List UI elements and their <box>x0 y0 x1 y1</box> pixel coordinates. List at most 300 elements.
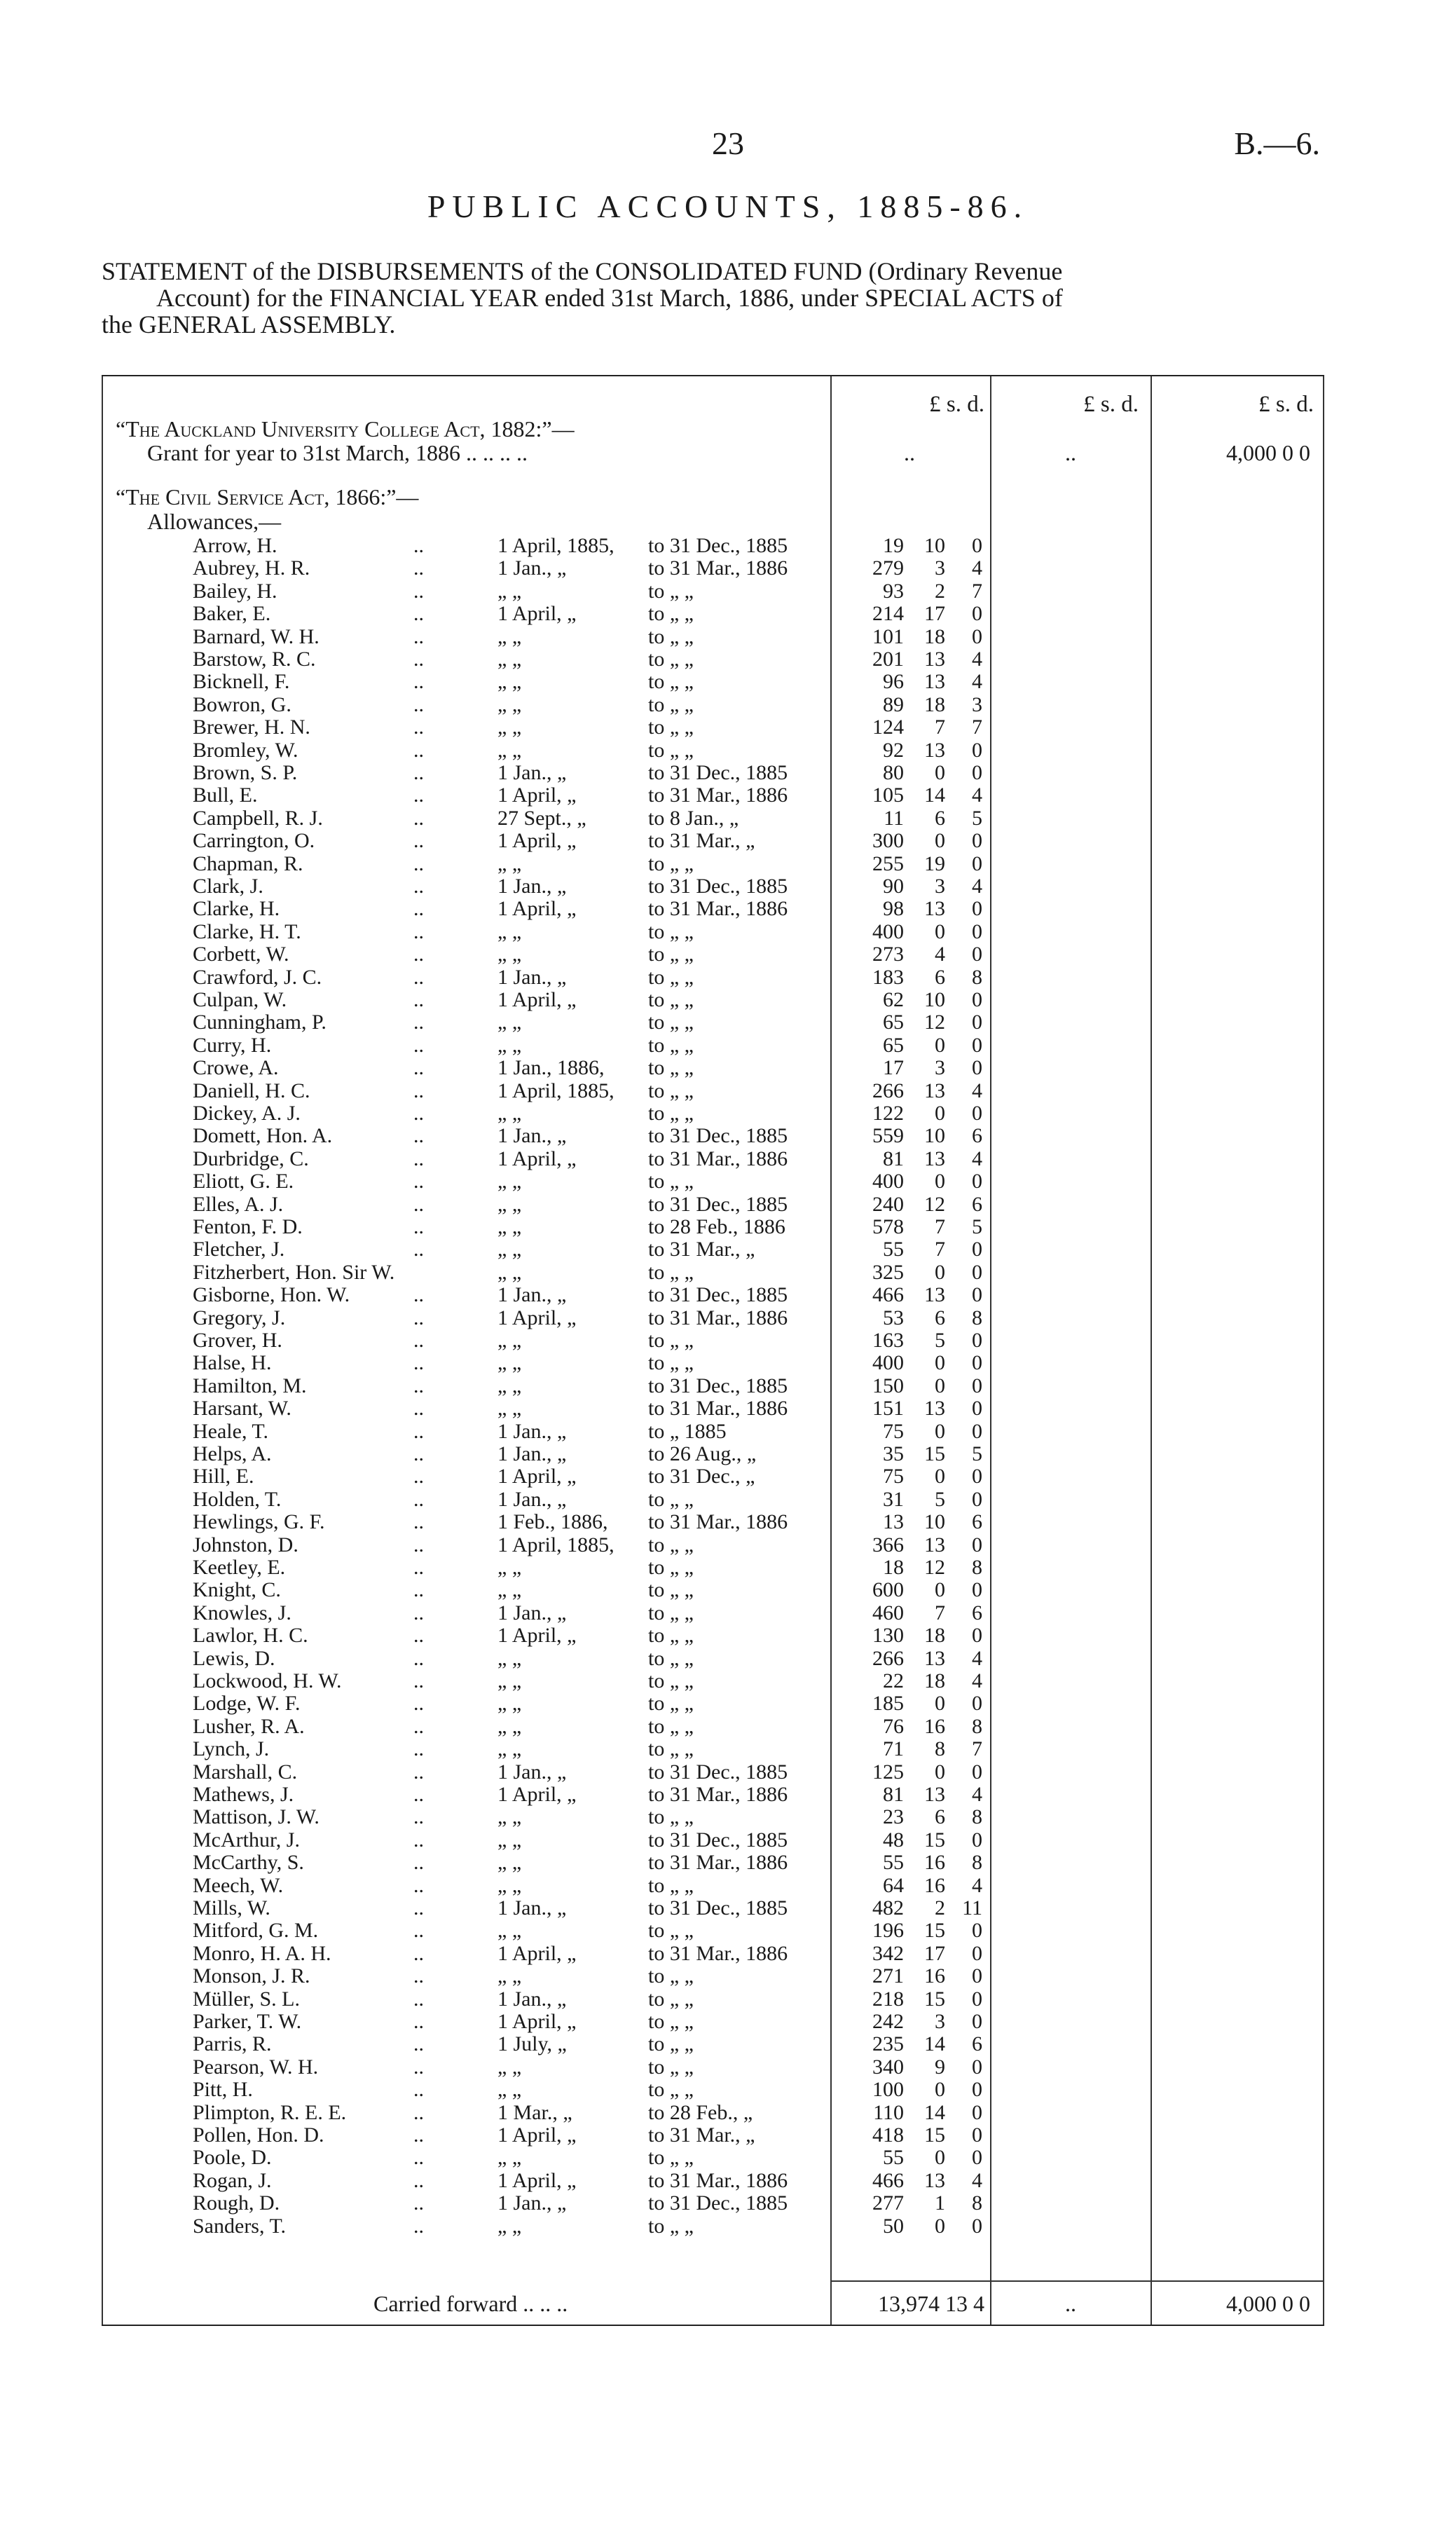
table-row <box>102 671 1324 692</box>
period-from: „ „ <box>497 1102 522 1125</box>
amount-pence: 0 <box>972 1056 982 1080</box>
payee-name: Aubrey, H. R. <box>193 556 310 580</box>
payee-name: Pitt, H. <box>193 2078 253 2102</box>
payee-name: Barnard, W. H. <box>193 624 320 648</box>
amount-pounds: 366 <box>872 1533 904 1556</box>
table-row <box>102 1920 1324 1941</box>
period-to: to „ „ <box>648 1669 694 1692</box>
table-row <box>102 919 1324 943</box>
period-from: „ „ <box>497 692 522 716</box>
amount-shillings: 15 <box>924 1919 945 1943</box>
amount-pounds: 71 <box>883 1737 904 1761</box>
amount-pence: 4 <box>972 1147 982 1170</box>
period-to: to „ „ <box>648 1260 694 1284</box>
leader-dots: .. <box>413 1896 424 1919</box>
period-to: to 31 Dec., 1885 <box>648 1192 788 1216</box>
period-to: to „ „ <box>648 738 694 762</box>
table-row <box>102 1330 1324 1351</box>
payee-name: Corbett, W. <box>193 943 289 966</box>
period-from: 1 Jan., „ <box>497 1442 567 1465</box>
amount-shillings: 0 <box>935 1692 945 1716</box>
leader-dots: .. <box>413 692 424 716</box>
amount-pounds: 342 <box>872 1941 904 1965</box>
period-from: „ „ <box>497 2214 522 2238</box>
amount-pounds: 80 <box>883 761 904 784</box>
payee-name: Fenton, F. D. <box>193 1215 303 1238</box>
amount-pounds: 90 <box>883 875 904 898</box>
amount-pence: 4 <box>972 670 982 694</box>
amount-shillings: 12 <box>924 1192 945 1216</box>
amount-shillings: 19 <box>924 851 945 875</box>
period-from: „ „ <box>497 851 522 875</box>
amount-shillings: 18 <box>924 624 945 648</box>
leader-dots: .. <box>413 670 424 694</box>
table-row <box>102 624 1324 648</box>
statement-line-3: the GENERAL ASSEMBLY. <box>102 310 396 338</box>
table-row <box>102 990 1324 1011</box>
payee-name: Hill, E. <box>193 1465 254 1489</box>
payee-name: Harsant, W. <box>193 1397 291 1421</box>
period-to: to 31 Mar., 1886 <box>648 1851 788 1875</box>
amount-pence: 0 <box>972 1102 982 1125</box>
period-from: 1 April, 1885, <box>497 534 614 557</box>
amount-shillings: 10 <box>924 534 945 557</box>
payee-name: Crawford, J. C. <box>193 965 322 989</box>
period-to: to „ „ <box>648 2032 694 2056</box>
period-to: to „ „ <box>648 1987 694 2011</box>
payee-name: Brewer, H. N. <box>193 716 310 739</box>
table-row <box>102 1830 1324 1851</box>
page-number: 23 <box>712 125 744 161</box>
allowances-row <box>102 511 1324 532</box>
period-to: to „ „ <box>648 1873 694 1897</box>
amount-pounds: 50 <box>883 2214 904 2238</box>
leader-dots: .. <box>413 1079 424 1102</box>
amount-pence: 0 <box>972 624 982 648</box>
amount-pounds: 81 <box>883 1147 904 1170</box>
payee-name: Arrow, H. <box>193 534 277 557</box>
amount-pounds: 48 <box>883 1828 904 1852</box>
period-from: 1 Jan., „ <box>497 965 567 989</box>
payee-name: Bull, E. <box>193 783 258 807</box>
period-from: „ „ <box>497 2078 522 2102</box>
amount-pence: 0 <box>972 2123 982 2147</box>
amount-pounds: 400 <box>872 1170 904 1193</box>
totals-rule <box>830 2280 1324 2282</box>
period-to: to „ „ <box>648 648 694 671</box>
amount-pounds: 130 <box>872 1624 904 1648</box>
amount-pence: 4 <box>972 783 982 807</box>
leader-dots: .. <box>413 1170 424 1193</box>
amount-pence: 0 <box>972 534 982 557</box>
amount-pounds: 300 <box>872 829 904 853</box>
payee-name: Knight, C. <box>193 1578 281 1602</box>
amount-pounds: 277 <box>872 2191 904 2215</box>
period-to: to „ „ <box>648 1487 694 1511</box>
leader-dots: .. <box>413 1692 424 1716</box>
leader-dots: .. <box>413 1987 424 2011</box>
auckland-act-title: “The Auckland University College Act, 1882:”— <box>116 416 575 442</box>
amount-pounds: 273 <box>872 943 904 966</box>
payee-name: Lawlor, H. C. <box>193 1624 308 1648</box>
period-from: 1 July, „ <box>497 2032 567 2056</box>
period-from: 1 Jan., „ <box>497 2191 567 2215</box>
table-row <box>102 1081 1324 1102</box>
payee-name: Plimpton, R. E. E. <box>193 2100 347 2124</box>
amount-pounds: 76 <box>883 1714 904 1738</box>
period-to: to 31 Mar., „ <box>648 1238 755 1261</box>
amount-pence: 8 <box>972 1851 982 1875</box>
amount-pence: 4 <box>972 1646 982 1670</box>
leader-dots: .. <box>413 1760 424 1784</box>
amount-shillings: 15 <box>924 1828 945 1852</box>
payee-name: Mills, W. <box>193 1896 270 1919</box>
amount-pounds: 242 <box>872 2010 904 2033</box>
period-from: „ „ <box>497 1329 522 1352</box>
table-row <box>102 1852 1324 1873</box>
period-to: to „ „ <box>648 1714 694 1738</box>
amount-shillings: 17 <box>924 602 945 626</box>
col2-header: £ s. d. <box>1083 392 1139 417</box>
amount-pence: 0 <box>972 829 982 853</box>
amount-pence: 0 <box>972 602 982 626</box>
amount-shillings: 5 <box>935 1487 945 1511</box>
carried-forward-label: Carried forward .. .. .. <box>373 2291 568 2316</box>
table-row <box>102 1308 1324 1329</box>
amount-shillings: 15 <box>924 1987 945 2011</box>
table-row <box>102 808 1324 829</box>
amount-shillings: 7 <box>935 1238 945 1261</box>
period-from: „ „ <box>497 1170 522 1193</box>
amount-shillings: 18 <box>924 1624 945 1648</box>
period-to: to „ „ <box>648 1102 694 1125</box>
period-from: „ „ <box>497 648 522 671</box>
leader-dots: .. <box>413 1646 424 1670</box>
carried-forward-col3: 4,000 0 0 <box>1226 2291 1310 2316</box>
table-row <box>102 1285 1324 1306</box>
period-to: to „ „ <box>648 2214 694 2238</box>
leader-dots: .. <box>413 965 424 989</box>
payee-name: Helps, A. <box>193 1442 272 1465</box>
payee-name: Daniell, H. C. <box>193 1079 310 1102</box>
payee-name: Meech, W. <box>193 1873 284 1897</box>
table-row <box>102 2193 1324 2214</box>
leader-dots: .. <box>413 1941 424 1965</box>
amount-shillings: 3 <box>935 2010 945 2033</box>
period-to: to 31 Mar., 1886 <box>648 1397 788 1421</box>
payee-name: Fitzherbert, Hon. Sir W. <box>193 1260 395 1284</box>
payee-name: Rogan, J. <box>193 2168 272 2192</box>
leader-dots: .. <box>413 556 424 580</box>
table-row <box>102 1739 1324 1760</box>
period-from: 1 April, „ <box>497 829 577 853</box>
amount-pounds: 196 <box>872 1919 904 1943</box>
amount-pounds: 101 <box>872 624 904 648</box>
amount-pounds: 55 <box>883 1851 904 1875</box>
amount-shillings: 15 <box>924 2123 945 2147</box>
leader-dots: .. <box>413 2055 424 2079</box>
period-from: 1 Feb., 1886, <box>497 1510 608 1534</box>
civil-service-act-title-row <box>102 486 1324 507</box>
period-from: „ „ <box>497 1556 522 1579</box>
payee-name: Lewis, D. <box>193 1646 275 1670</box>
amount-pounds: 13 <box>883 1510 904 1534</box>
period-from: 1 April, „ <box>497 988 577 1011</box>
period-to: to „ „ <box>648 2010 694 2033</box>
amount-pounds: 53 <box>883 1306 904 1329</box>
leader-dots: .. <box>413 624 424 648</box>
amount-pounds: 214 <box>872 602 904 626</box>
amount-pence: 0 <box>972 1919 982 1943</box>
table-row <box>102 535 1324 556</box>
payee-name: Brown, S. P. <box>193 761 298 784</box>
payee-name: Clarke, H. <box>193 897 280 921</box>
leader-dots: .. <box>413 1419 424 1443</box>
table-row <box>102 2057 1324 2078</box>
period-to: to „ „ <box>648 1578 694 1602</box>
amount-shillings: 8 <box>935 1737 945 1761</box>
period-to: to „ „ <box>648 602 694 626</box>
table-row <box>102 1035 1324 1056</box>
leader-dots: .. <box>413 988 424 1011</box>
amount-pence: 0 <box>972 1170 982 1193</box>
allowances-label: Allowances,— <box>147 509 282 534</box>
leader-dots: .. <box>413 1578 424 1602</box>
amount-pence: 0 <box>972 1329 982 1352</box>
amount-pounds: 96 <box>883 670 904 694</box>
leader-dots: .. <box>413 1714 424 1738</box>
payee-name: Culpan, W. <box>193 988 287 1011</box>
leader-dots: .. <box>413 1306 424 1329</box>
amount-pence: 8 <box>972 1556 982 1579</box>
amount-shillings: 15 <box>924 1442 945 1465</box>
table-row <box>102 898 1324 919</box>
period-to: to 31 Mar., 1886 <box>648 2168 788 2192</box>
period-from: „ „ <box>497 1828 522 1852</box>
carried-forward-col2: .. <box>1065 2291 1076 2316</box>
amount-pounds: 185 <box>872 1692 904 1716</box>
period-from: 1 Jan., 1886, <box>497 1056 605 1080</box>
amount-shillings: 17 <box>924 1941 945 1965</box>
period-from: „ „ <box>497 1964 522 1988</box>
period-from: „ „ <box>497 579 522 603</box>
leader-dots: .. <box>413 1329 424 1352</box>
amount-shillings: 0 <box>935 1260 945 1284</box>
amount-pence: 4 <box>972 1079 982 1102</box>
table-row <box>102 1716 1324 1737</box>
period-from: 1 April, „ <box>497 1465 577 1489</box>
period-from: „ „ <box>497 670 522 694</box>
payee-name: Clark, J. <box>193 875 263 898</box>
amount-pounds: 340 <box>872 2055 904 2079</box>
period-from: „ „ <box>497 738 522 762</box>
amount-pounds: 64 <box>883 1873 904 1897</box>
period-from: „ „ <box>497 1374 522 1397</box>
period-to: to „ „ <box>648 624 694 648</box>
table-row <box>102 762 1324 783</box>
period-from: 1 Jan., „ <box>497 1896 567 1919</box>
col3-header: £ s. d. <box>1258 392 1314 417</box>
amount-pence: 0 <box>972 943 982 966</box>
period-from: 27 Sept., „ <box>497 806 586 830</box>
amount-shillings: 9 <box>935 2055 945 2079</box>
amount-pounds: 400 <box>872 919 904 943</box>
carried-forward-row <box>102 2293 1324 2314</box>
amount-shillings: 0 <box>935 829 945 853</box>
amount-shillings: 0 <box>935 2214 945 2238</box>
amount-shillings: 0 <box>935 1033 945 1057</box>
document-title: PUBLIC ACCOUNTS, 1885-86. <box>427 189 1029 224</box>
payee-name: Bicknell, F. <box>193 670 290 694</box>
amount-pounds: 466 <box>872 1283 904 1307</box>
period-from: „ „ <box>497 1033 522 1057</box>
payee-name: Bailey, H. <box>193 579 277 603</box>
table-row <box>102 1012 1324 1033</box>
amount-shillings: 14 <box>924 2032 945 2056</box>
period-from: „ „ <box>497 1260 522 1284</box>
period-to: to „ „ <box>648 1919 694 1943</box>
amount-shillings: 0 <box>935 1760 945 1784</box>
auckland-grant-amount: 4,000 0 0 <box>1226 440 1310 465</box>
leader-dots: .. <box>413 851 424 875</box>
amount-pounds: 279 <box>872 556 904 580</box>
period-from: „ „ <box>497 624 522 648</box>
document-reference: B.—6. <box>1234 125 1320 161</box>
leader-dots: .. <box>413 1124 424 1148</box>
leader-dots: .. <box>413 579 424 603</box>
amount-pence: 0 <box>972 2010 982 2033</box>
amount-pence: 0 <box>972 2055 982 2079</box>
table-row <box>102 851 1324 875</box>
period-to: to „ „ <box>648 2146 694 2170</box>
period-from: „ „ <box>497 1873 522 1897</box>
leader-dots: .. <box>413 1556 424 1579</box>
period-to: to „ „ <box>648 716 694 739</box>
payee-name: Knowles, J. <box>193 1601 291 1624</box>
payee-name: Lodge, W. F. <box>193 1692 301 1716</box>
payee-name: Parris, R. <box>193 2032 272 2056</box>
amount-shillings: 18 <box>924 1669 945 1692</box>
period-to: to 8 Jan., „ <box>648 806 739 830</box>
amount-pounds: 122 <box>872 1102 904 1125</box>
amount-pence: 0 <box>972 1397 982 1421</box>
period-from: „ „ <box>497 2055 522 2079</box>
amount-pence: 5 <box>972 806 982 830</box>
period-from: 1 April, „ <box>497 783 577 807</box>
leader-dots: .. <box>413 648 424 671</box>
amount-shillings: 5 <box>935 1329 945 1352</box>
leader-dots: .. <box>413 1669 424 1692</box>
amount-shillings: 10 <box>924 988 945 1011</box>
amount-pounds: 240 <box>872 1192 904 1216</box>
amount-pence: 4 <box>972 1783 982 1806</box>
period-from: „ „ <box>497 1851 522 1875</box>
period-from: 1 Mar., „ <box>497 2100 572 2124</box>
table-row <box>102 1444 1324 1465</box>
table-row <box>102 2147 1324 2168</box>
table-row <box>102 1512 1324 1533</box>
amount-pence: 0 <box>972 1760 982 1784</box>
amount-pence: 0 <box>972 1692 982 1716</box>
table-row <box>102 1625 1324 1646</box>
payee-name: Crowe, A. <box>193 1056 279 1080</box>
period-to: to 31 Dec., „ <box>648 1465 755 1489</box>
payee-name: Clarke, H. T. <box>193 919 301 943</box>
amount-pounds: 65 <box>883 1011 904 1034</box>
amount-pence: 0 <box>972 761 982 784</box>
table-row <box>102 2011 1324 2032</box>
payee-name: Müller, S. L. <box>193 1987 300 2011</box>
table-row <box>102 1398 1324 1419</box>
amount-pounds: 65 <box>883 1033 904 1057</box>
period-to: to 31 Dec., 1885 <box>648 1828 788 1852</box>
payee-name: Curry, H. <box>193 1033 272 1057</box>
table-row <box>102 1058 1324 1079</box>
leader-dots: .. <box>413 806 424 830</box>
amount-pounds: 124 <box>872 716 904 739</box>
period-to: to 31 Mar., 1886 <box>648 783 788 807</box>
table-row <box>102 1603 1324 1624</box>
period-from: 1 April, 1885, <box>497 1533 614 1556</box>
period-to: to 31 Mar., 1886 <box>648 1147 788 1170</box>
period-to: to „ „ <box>648 1805 694 1829</box>
amount-pounds: 266 <box>872 1646 904 1670</box>
amount-shillings: 16 <box>924 1964 945 1988</box>
period-to: to „ „ <box>648 1556 694 1579</box>
leader-dots: .. <box>413 1624 424 1648</box>
leader-dots: .. <box>413 602 424 626</box>
period-to: to „ „ <box>648 692 694 716</box>
table-row <box>102 785 1324 806</box>
period-to: to „ 1885 <box>648 1419 727 1443</box>
period-to: to „ „ <box>648 965 694 989</box>
amount-pounds: 55 <box>883 1238 904 1261</box>
leader-dots: .. <box>413 2146 424 2170</box>
period-to: to „ „ <box>648 2078 694 2102</box>
payee-name: McArthur, J. <box>193 1828 300 1852</box>
amount-pounds: 163 <box>872 1329 904 1352</box>
amount-shillings: 12 <box>924 1011 945 1034</box>
amount-shillings: 6 <box>935 806 945 830</box>
table-row <box>102 830 1324 851</box>
amount-pence: 6 <box>972 2032 982 2056</box>
amount-shillings: 6 <box>935 1805 945 1829</box>
period-to: to „ „ <box>648 1624 694 1648</box>
period-from: „ „ <box>497 2146 522 2170</box>
amount-pounds: 183 <box>872 965 904 989</box>
amount-pence: 0 <box>972 738 982 762</box>
amount-pounds: 150 <box>872 1374 904 1397</box>
payee-name: Keetley, E. <box>193 1556 286 1579</box>
amount-pence: 4 <box>972 2168 982 2192</box>
amount-pounds: 89 <box>883 692 904 716</box>
amount-pounds: 218 <box>872 1987 904 2011</box>
payee-name: Monson, J. R. <box>193 1964 310 1988</box>
statement-heading <box>102 258 1324 338</box>
period-from: „ „ <box>497 1669 522 1692</box>
amount-pounds: 55 <box>883 2146 904 2170</box>
leader-dots: .. <box>413 1533 424 1556</box>
amount-pence: 0 <box>972 1465 982 1489</box>
amount-pounds: 75 <box>883 1465 904 1489</box>
amount-shillings: 13 <box>924 2168 945 2192</box>
amount-pounds: 110 <box>873 2100 904 2124</box>
amount-pence: 4 <box>972 556 982 580</box>
amount-pounds: 22 <box>883 1669 904 1692</box>
payee-name: Sanders, T. <box>193 2214 287 2238</box>
leader-dots: .. <box>413 2032 424 2056</box>
amount-pounds: 92 <box>883 738 904 762</box>
